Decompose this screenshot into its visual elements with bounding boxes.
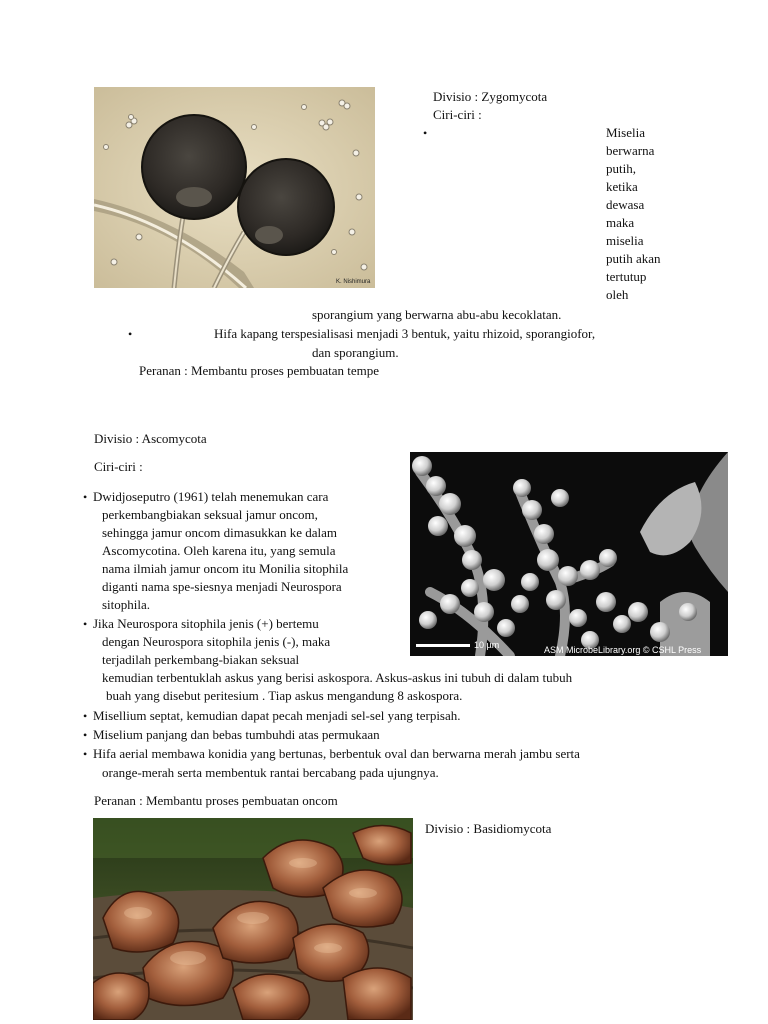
ascomycota-ciri-label: Ciri-ciri : <box>94 459 143 474</box>
word: Miselia <box>606 125 645 140</box>
word: ketika <box>606 179 638 194</box>
word: maka <box>606 215 635 230</box>
zygomycota-ciri-label: Ciri-ciri : <box>433 107 482 122</box>
word: dewasa <box>606 197 645 212</box>
ascomycota-bullet-5-line: orange-merah serta membentuk rantai bercabang pada ujungnya. <box>102 765 439 780</box>
ascomycota-bullet-5-line: Hifa aerial membawa konidia yang bertunas, berbentuk oval dan berwarna merah jambu serta <box>93 746 580 761</box>
ascomycota-bullet-2-line: Jika Neurospora sitophila jenis (+) bertemu <box>93 616 319 631</box>
wood-ear-fungus-photo <box>93 818 413 1020</box>
zygomycota-bullet-2-line-2: dan sporangium. <box>312 345 399 360</box>
bullet-marker: • <box>83 490 88 504</box>
image-credit: ASM MicrobeLibrary.org © CSHL Press <box>544 645 702 655</box>
bullet-marker: • <box>128 327 133 341</box>
ascomycota-peranan: Peranan : Membantu proses pembuatan oncom <box>94 793 338 808</box>
ascomycota-bullet-1-line: nama ilmiah jamur oncom itu Monilia sitophila <box>102 561 349 576</box>
word: putih, <box>606 161 636 176</box>
basidiomycota-title: Divisio : Basidiomycota <box>425 821 552 836</box>
zygomycota-bullet-2-line-1: Hifa kapang terspesialisasi menjadi 3 bentuk, yaitu rhizoid, sporangiofor, <box>214 326 596 341</box>
ascomycota-bullet-1-line: Dwidjoseputro (1961) telah menemukan cara <box>93 489 329 504</box>
image-credit: K. Nishimura <box>336 279 371 285</box>
ascomycota-bullet-2-line: buah yang disebut peritesium . Tiap askus mengandung 8 askospora. <box>106 688 463 703</box>
zygomycota-title: Divisio : Zygomycota <box>433 89 548 104</box>
ascomycota-title: Divisio : Ascomycota <box>94 431 207 446</box>
bullet-marker: • <box>83 709 88 723</box>
bullet-marker: • <box>423 126 428 140</box>
word: tertutup <box>606 269 647 284</box>
word: miselia <box>606 233 644 248</box>
ascomycota-bullet-1-line: diganti nama spe-siesnya menjadi Neurospora <box>102 579 342 594</box>
neurospora-sem-image <box>410 452 728 656</box>
ascomycota-bullet-4: Miselium panjang dan bebas tumbuhdi atas permukaan <box>93 727 380 742</box>
ascomycota-bullet-2-line: dengan Neurospora sitophila jenis (-), maka <box>102 634 331 649</box>
word: oleh <box>606 287 629 302</box>
zygomycota-bullet-1-column <box>606 124 661 304</box>
ascomycota-bullet-3: Misellium septat, kemudian dapat pecah menjadi sel-sel yang terpisah. <box>93 708 461 723</box>
word: putih akan <box>606 251 661 266</box>
ascomycota-bullet-1-line: sitophila. <box>102 597 151 612</box>
ascomycota-bullet-1-line: Ascomycotina. Oleh karena itu, yang semula <box>102 543 336 558</box>
ascomycota-bullet-2-line: kemudian terbentuklah askus yang berisi askospora. Askus-askus ini tubuh di dalam tubuh <box>102 670 573 685</box>
zygomycota-bullet-1-tail: sporangium yang berwarna abu-abu kecoklatan. <box>312 307 562 322</box>
zygomycota-peranan: Peranan : Membantu proses pembuatan tempe <box>139 363 380 378</box>
ascomycota-bullet-2-line: terjadilah perkembang-biakan seksual <box>102 652 300 667</box>
ascomycota-bullet-1-line: perkembangbiakan seksual jamur oncom, <box>102 507 318 522</box>
scale-bar-label: 10 µm <box>474 640 500 650</box>
bullet-marker: • <box>83 747 88 761</box>
ascomycota-bullet-1-line: sehingga jamur oncom dimasukkan ke dalam <box>102 525 338 540</box>
bullet-marker: • <box>83 617 88 631</box>
sporangium-micrograph <box>94 87 375 288</box>
bullet-marker: • <box>83 728 88 742</box>
word: berwarna <box>606 143 655 158</box>
